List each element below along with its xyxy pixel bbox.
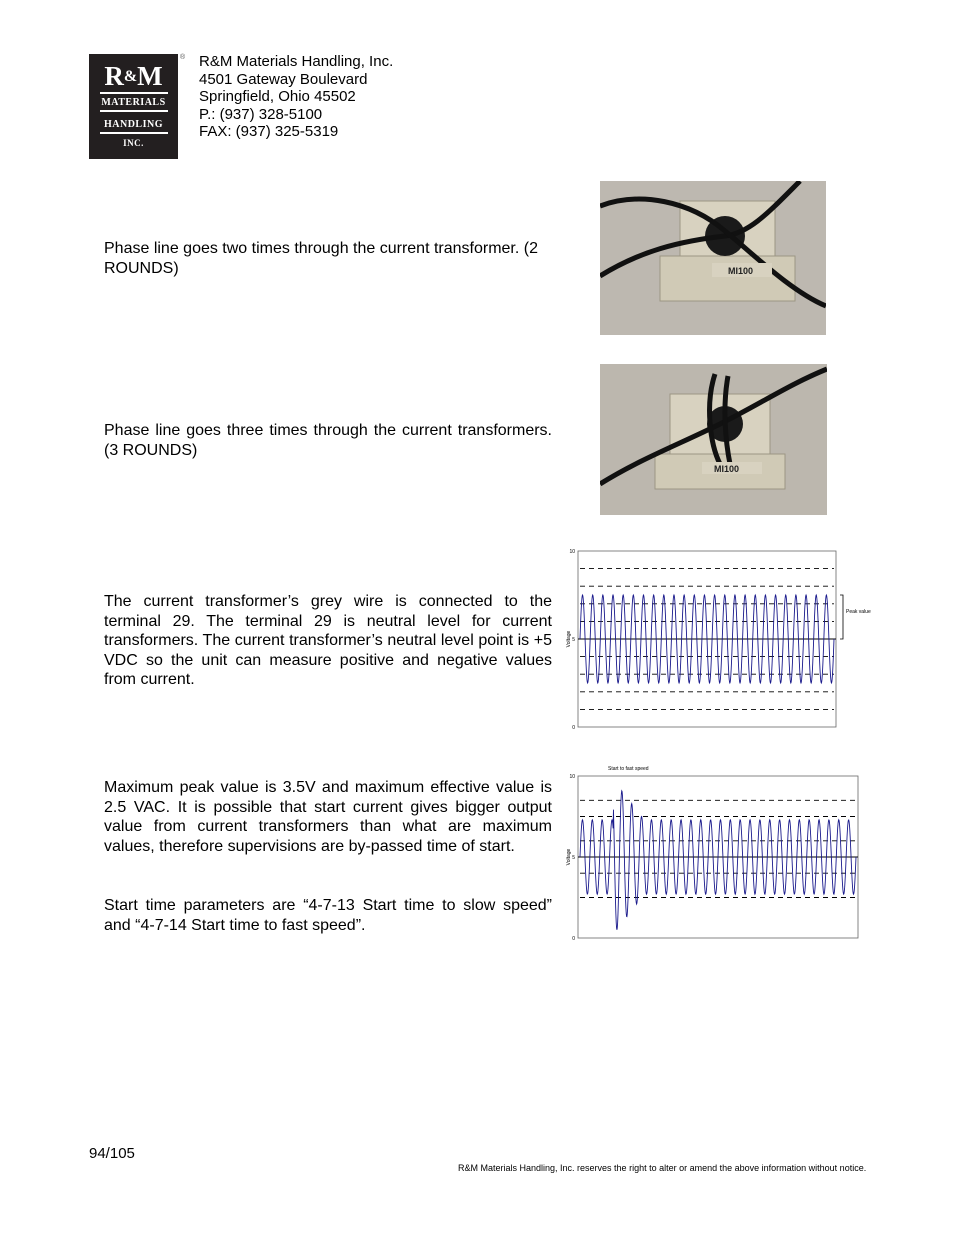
y-tick-label: 5 (572, 637, 575, 643)
y-axis-label: Voltage (566, 848, 572, 866)
y-tick-label: 5 (572, 855, 575, 861)
y-tick-label: 0 (572, 936, 575, 942)
section-peak-value-text: Maximum peak value is 3.5V and maximum effective value is 2.5 VAC. It is possible that start current gives bigger output value from current transformers than what are maximum values, therefore supervisions are by-passed time of start. (104, 779, 552, 855)
chart-title: Start to fast speed (608, 766, 649, 772)
logo-word-inc: INC. (123, 138, 144, 148)
address-line: 4501 Gateway Boulevard (199, 70, 368, 88)
transformer-illustration (600, 181, 826, 335)
photo-label: MI100 (728, 266, 754, 276)
footer-notice: R&M Materials Handling, Inc. reserves the right to alter or amend the above information without notice. (458, 1163, 867, 1173)
registered-mark: ® (180, 54, 186, 61)
address-line: R&M Materials Handling, Inc. (199, 53, 394, 70)
company-logo (89, 54, 178, 159)
chart-start-fast-speed (564, 764, 864, 944)
y-tick-label: 10 (569, 549, 575, 555)
logo-word-materials: MATERIALS (101, 97, 166, 108)
address-line: Springfield, Ohio 45502 (199, 88, 356, 105)
section-grey-wire-text: The current transformer’s grey wire is connected to the terminal 29. The terminal 29 is neutral level for current transformers. The current transformer’s neutral level point is +5 VDC so the unit can measure positive and negative values from current. (104, 593, 552, 689)
company-address (199, 53, 393, 141)
address-line: P.: (937) 328-5100 (199, 105, 323, 123)
peak-bracket (840, 595, 843, 639)
y-axis-label: Voltage (566, 630, 572, 648)
address-line: FAX: (937) 325-5319 (199, 123, 339, 140)
logo-rule (100, 92, 168, 94)
photo-two-rounds (600, 181, 826, 335)
y-tick-label: 0 (572, 725, 575, 731)
photo-three-rounds (600, 364, 827, 515)
logo-rule (100, 110, 168, 112)
section-two-rounds-text: Phase line goes two times through the current transformer. (2 ROUNDS) (104, 240, 538, 277)
transformer-illustration (600, 364, 827, 515)
photo-label: MI100 (714, 464, 740, 474)
logo-monogram: R&M (104, 61, 163, 91)
y-tick-label: 10 (569, 774, 575, 780)
peak-annotation: Peak value (846, 609, 871, 615)
chart-neutral-level (564, 546, 874, 732)
logo-rule (100, 132, 168, 134)
section-three-rounds-text: Phase line goes three times through the current transformers. (3 ROUNDS) (104, 422, 552, 459)
section-start-time-text: Start time parameters are “4-7-13 Start time to slow speed” and “4-7-14 Start time to fast speed”. (104, 897, 552, 934)
logo-word-handling: HANDLING (103, 119, 163, 130)
page-number: 94/105 (89, 1145, 135, 1162)
